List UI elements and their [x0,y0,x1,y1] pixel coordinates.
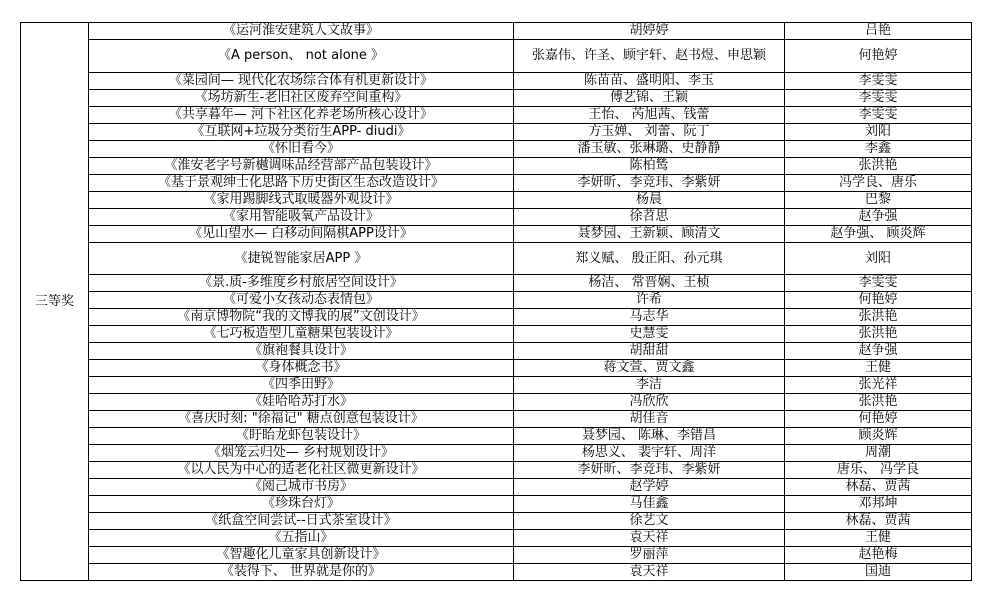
teacher-cell: 林磊、贾茜 [785,479,972,496]
table-row [21,496,972,513]
work-title-cell: 《基于景观绅士化思路下历史街区生态改造设计》 [89,175,514,192]
students-cell: 陈苗苗、盛明阳、李玉 [514,73,785,90]
table-row [21,513,972,530]
table-row [21,73,972,90]
work-title-cell: 《淮安老字号新樾调味品经营部产品包装设计》 [89,158,514,175]
teacher-cell: 赵争强 [785,209,972,226]
table-row [21,564,972,581]
students-cell: 王怡、 芮旭茜、钱蕾 [514,107,785,124]
teacher-cell: 张洪艳 [785,326,972,343]
work-title-cell: 《阅己城市书房》 [89,479,514,496]
teacher-cell: 王健 [785,530,972,547]
students-cell: 杨思义、 裴宇轩、周洋 [514,445,785,462]
work-title-cell: 《互联网+垃圾分类衍生APP- diudi》 [89,124,514,141]
students-cell: 胡婷婷 [514,23,785,40]
students-cell: 史慧雯 [514,326,785,343]
teacher-cell: 张洪艳 [785,394,972,411]
teacher-cell: 何艳婷 [785,40,972,73]
teacher-cell: 唐乐、 冯学良 [785,462,972,479]
students-cell: 陈柏鸶 [514,158,785,175]
students-cell: 赵学婷 [514,479,785,496]
table-row [21,23,972,40]
table-row [21,377,972,394]
table-row [21,428,972,445]
work-title-cell: 《身体概念书》 [89,360,514,377]
work-title-cell: 《纸盒空间尝试--日式茶室设计》 [89,513,514,530]
table-row [21,411,972,428]
teacher-cell: 张光祥 [785,377,972,394]
work-title-cell: 《七巧板造型儿童糖果包装设计》 [89,326,514,343]
work-title-cell: 《娃哈哈苏打水》 [89,394,514,411]
teacher-cell: 张洪艳 [785,158,972,175]
work-title-cell: 《家用智能吸氧产品设计》 [89,209,514,226]
table-row [21,158,972,175]
teacher-cell: 李雯雯 [785,275,972,292]
table-row [21,530,972,547]
work-title-cell: 《以人民为中心的适老化社区微更新设计》 [89,462,514,479]
work-title-cell: 《南京博物院“我的文博我的展”文创设计》 [89,309,514,326]
work-title-cell: 《喜庆时刻: "徐福记" 糖点创意包装设计》 [89,411,514,428]
students-cell: 徐艺文 [514,513,785,530]
teacher-cell: 巴黎 [785,192,972,209]
work-title-cell: 《运河淮安建筑人文故事》 [89,23,514,40]
students-cell: 李妍昕、李竞玮、李紫妍 [514,462,785,479]
students-cell: 杨晨 [514,192,785,209]
table-row [21,292,972,309]
teacher-cell: 刘阳 [785,124,972,141]
table-row [21,40,972,73]
table-row [21,462,972,479]
work-title-cell: 《见山望水— 白移动间隔棋APP设计》 [89,226,514,243]
table-row [21,209,972,226]
work-title-cell: 《家用踢脚线式取暖器外观设计》 [89,192,514,209]
students-cell: 聂梦园、 陈琳、李错昌 [514,428,785,445]
table-row [21,192,972,209]
teacher-cell: 李雯雯 [785,73,972,90]
teacher-cell: 张洪艳 [785,309,972,326]
teacher-cell: 赵艳梅 [785,547,972,564]
students-cell: 罗丽萍 [514,547,785,564]
students-cell: 方玉婵、 刘蕾、阮丁 [514,124,785,141]
work-title-cell: 《珍珠台灯》 [89,496,514,513]
teacher-cell: 李雯雯 [785,90,972,107]
table-row [21,309,972,326]
students-cell: 蒋文萱、贾文鑫 [514,360,785,377]
students-cell: 聂梦园、王新颖、顾清文 [514,226,785,243]
teacher-cell: 李雯雯 [785,107,972,124]
work-title-cell: 《场坊新生-老旧社区废弃空间重构》 [89,90,514,107]
teacher-cell: 李鑫 [785,141,972,158]
table-row [21,394,972,411]
work-title-cell: 《景.质-多维度乡村旅居空间设计》 [89,275,514,292]
awards-table-body [21,23,972,581]
students-cell: 张嘉伟、许圣、顾宇轩、赵书煜、申思颖 [514,40,785,73]
work-title-cell: 《A person、 not alone 》 [89,40,514,73]
teacher-cell: 邓邦坤 [785,496,972,513]
table-row [21,326,972,343]
students-cell: 李洁 [514,377,785,394]
teacher-cell: 赵争强、 顾炎辉 [785,226,972,243]
work-title-cell: 《怀旧看今》 [89,141,514,158]
students-cell: 袁天祥 [514,530,785,547]
work-title-cell: 《菜园间— 现代化农场综合体有机更新设计》 [89,73,514,90]
table-row [21,175,972,192]
table-row [21,90,972,107]
work-title-cell: 《装得下、 世界就是你的》 [89,564,514,581]
work-title-cell: 《可爱小女孩动态表情包》 [89,292,514,309]
work-title-cell: 《智趣化儿童家具创新设计》 [89,547,514,564]
teacher-cell: 赵争强 [785,343,972,360]
teacher-cell: 刘阳 [785,243,972,275]
work-title-cell: 《四季田野》 [89,377,514,394]
students-cell: 马佳鑫 [514,496,785,513]
teacher-cell: 冯学良、唐乐 [785,175,972,192]
students-cell: 冯欣欣 [514,394,785,411]
teacher-cell: 何艳婷 [785,411,972,428]
table-row [21,445,972,462]
teacher-cell: 国迪 [785,564,972,581]
table-row [21,124,972,141]
work-title-cell: 《共享暮年— 河下社区化养老场所核心设计》 [89,107,514,124]
students-cell: 李妍昕、李竞玮、李紫妍 [514,175,785,192]
students-cell: 胡佳音 [514,411,785,428]
teacher-cell: 吕艳 [785,23,972,40]
students-cell: 杨洁、 常晋娴、王桢 [514,275,785,292]
work-title-cell: 《捷锐智能家居APP 》 [89,243,514,275]
table-row [21,141,972,158]
students-cell: 许希 [514,292,785,309]
teacher-cell: 顾炎辉 [785,428,972,445]
work-title-cell: 《五指山》 [89,530,514,547]
students-cell: 马志华 [514,309,785,326]
students-cell: 袁天祥 [514,564,785,581]
prize-level-cell: 三等奖 [21,23,89,581]
table-row [21,343,972,360]
students-cell: 潘玉敏、张琳璐、史静静 [514,141,785,158]
table-row [21,360,972,377]
table-row [21,479,972,496]
table-row [21,275,972,292]
students-cell: 郑义赋、 殷正阳、孙元琪 [514,243,785,275]
table-row [21,547,972,564]
teacher-cell: 林磊、贾茜 [785,513,972,530]
work-title-cell: 《盱眙龙虾包装设计》 [89,428,514,445]
students-cell: 傅艺锦、王颖 [514,90,785,107]
teacher-cell: 王健 [785,360,972,377]
table-row [21,226,972,243]
students-cell: 徐苕思 [514,209,785,226]
work-title-cell: 《旗袍餐具设计》 [89,343,514,360]
students-cell: 胡甜甜 [514,343,785,360]
teacher-cell: 周潮 [785,445,972,462]
work-title-cell: 《烟笼云归处— 乡村规划设计》 [89,445,514,462]
table-row [21,107,972,124]
teacher-cell: 何艳婷 [785,292,972,309]
table-row [21,243,972,275]
awards-table [20,22,972,581]
